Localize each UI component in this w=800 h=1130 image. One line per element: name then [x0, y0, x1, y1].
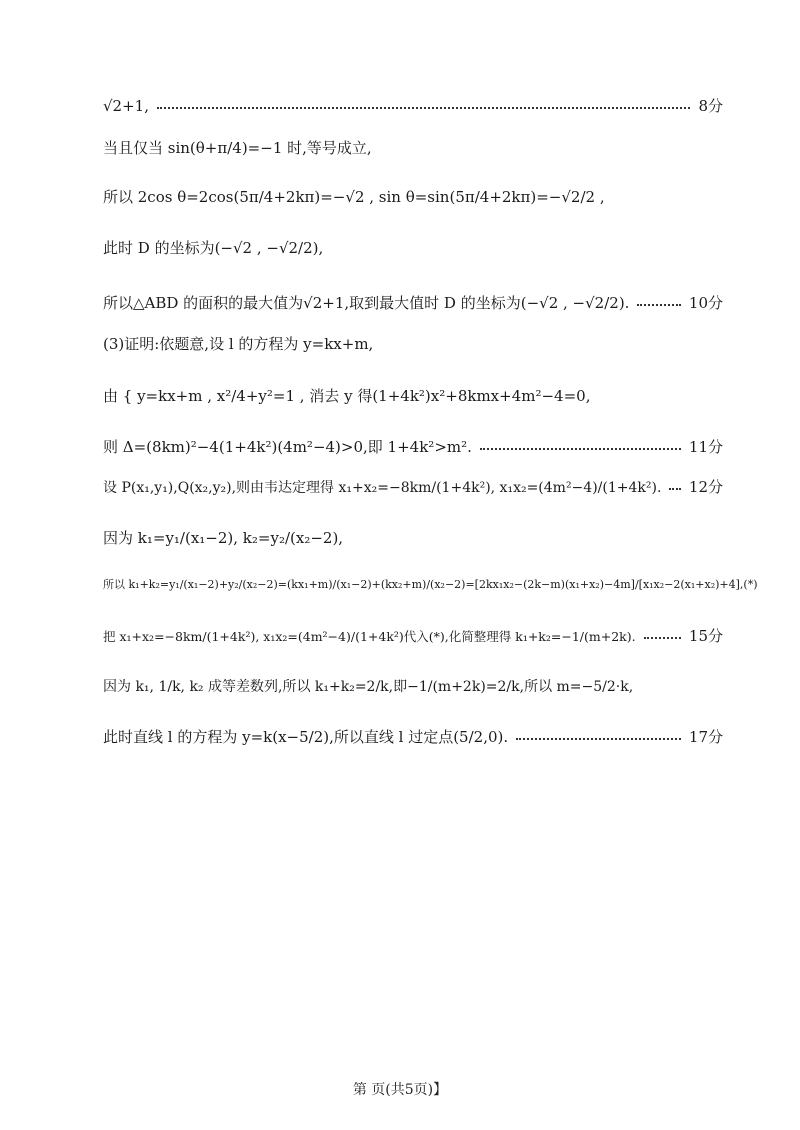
solution-text: 由 { y=kx+m , x²/4+y²=1 , 消去 y 得(1+4k²)x²+8kmx+4m²−4=0, [103, 387, 591, 405]
solution-line-13 [103, 676, 723, 696]
solution-line-11 [103, 576, 758, 592]
solution-text: 因为 k₁, 1/k, k₂ 成等差数列,所以 k₁+k₂=2/k,即−1/(m+2k)=2/k,所以 m=−5/2·k, [103, 679, 634, 695]
score-label: 12分 [688, 478, 723, 496]
solution-text: 则 Δ=(8km)²−4(1+4k²)(4m²−4)>0,即 1+4k²>m². [103, 438, 472, 456]
solution-line-7 [103, 385, 723, 406]
dot-leader [637, 304, 680, 306]
dot-leader [157, 107, 690, 109]
dot-leader [480, 448, 681, 450]
solution-line-14 [103, 726, 723, 747]
solution-text: 所以△ABD 的面积的最大值为√2+1,取到最大值时 D 的坐标为(−√2 , −√2/2). [103, 294, 630, 312]
solution-line-1 [103, 95, 723, 116]
solution-text: 所以 k₁+k₂=y₁/(x₁−2)+y₂/(x₂−2)=(kx₁+m)/(x₁−2)+(kx₂+m)/(x₂−2)=[2kx₁x₂−(2k−m)(x₁+x₂)−4m]/[x₁x₂−2(x₁+x₂)+4],(*) [103, 578, 758, 591]
solution-text: 因为 k₁=y₁/(x₁−2), k₂=y₂/(x₂−2), [103, 529, 344, 547]
solution-line-6 [103, 333, 723, 354]
score-label: 11分 [688, 438, 723, 456]
score-label: 17分 [688, 728, 723, 746]
score-label: 8分 [698, 97, 723, 115]
solution-line-2 [103, 137, 723, 158]
dot-leader [516, 738, 681, 740]
solution-text: 此时 D 的坐标为(−√2 , −√2/2), [103, 239, 324, 257]
solution-text: 把 x₁+x₂=−8km/(1+4k²), x₁x₂=(4m²−4)/(1+4k²)代入(*),化简整理得 k₁+k₂=−1/(m+2k). [103, 628, 636, 644]
solution-line-9 [103, 476, 723, 497]
solution-line-12 [103, 625, 723, 646]
solution-line-10 [103, 527, 723, 548]
score-label: 15分 [688, 627, 723, 645]
solution-line-4 [103, 237, 723, 258]
solution-line-8 [103, 436, 723, 457]
page-footer: 第 页(共5页)】 [352, 1082, 448, 1098]
dot-leader [644, 637, 681, 639]
solution-text: (3)证明:依题意,设 l 的方程为 y=kx+m, [103, 335, 374, 353]
dot-leader [669, 488, 681, 490]
solution-text: √2+1, [103, 96, 149, 115]
score-label: 10分 [688, 294, 723, 312]
solution-text: 当且仅当 sin(θ+π/4)=−1 时,等号成立, [103, 139, 372, 157]
solution-line-3 [103, 186, 723, 207]
solution-text: 此时直线 l 的方程为 y=k(x−5/2),所以直线 l 过定点(5/2,0). [103, 728, 509, 746]
solution-text: 所以 2cos θ=2cos(5π/4+2kπ)=−√2 , sin θ=sin(5π/4+2kπ)=−√2/2 , [103, 188, 605, 206]
solution-line-5 [103, 292, 723, 313]
solution-text: 设 P(x₁,y₁),Q(x₂,y₂),则由韦达定理得 x₁+x₂=−8km/(1+4k²), x₁x₂=(4m²−4)/(1+4k²). [103, 479, 662, 496]
